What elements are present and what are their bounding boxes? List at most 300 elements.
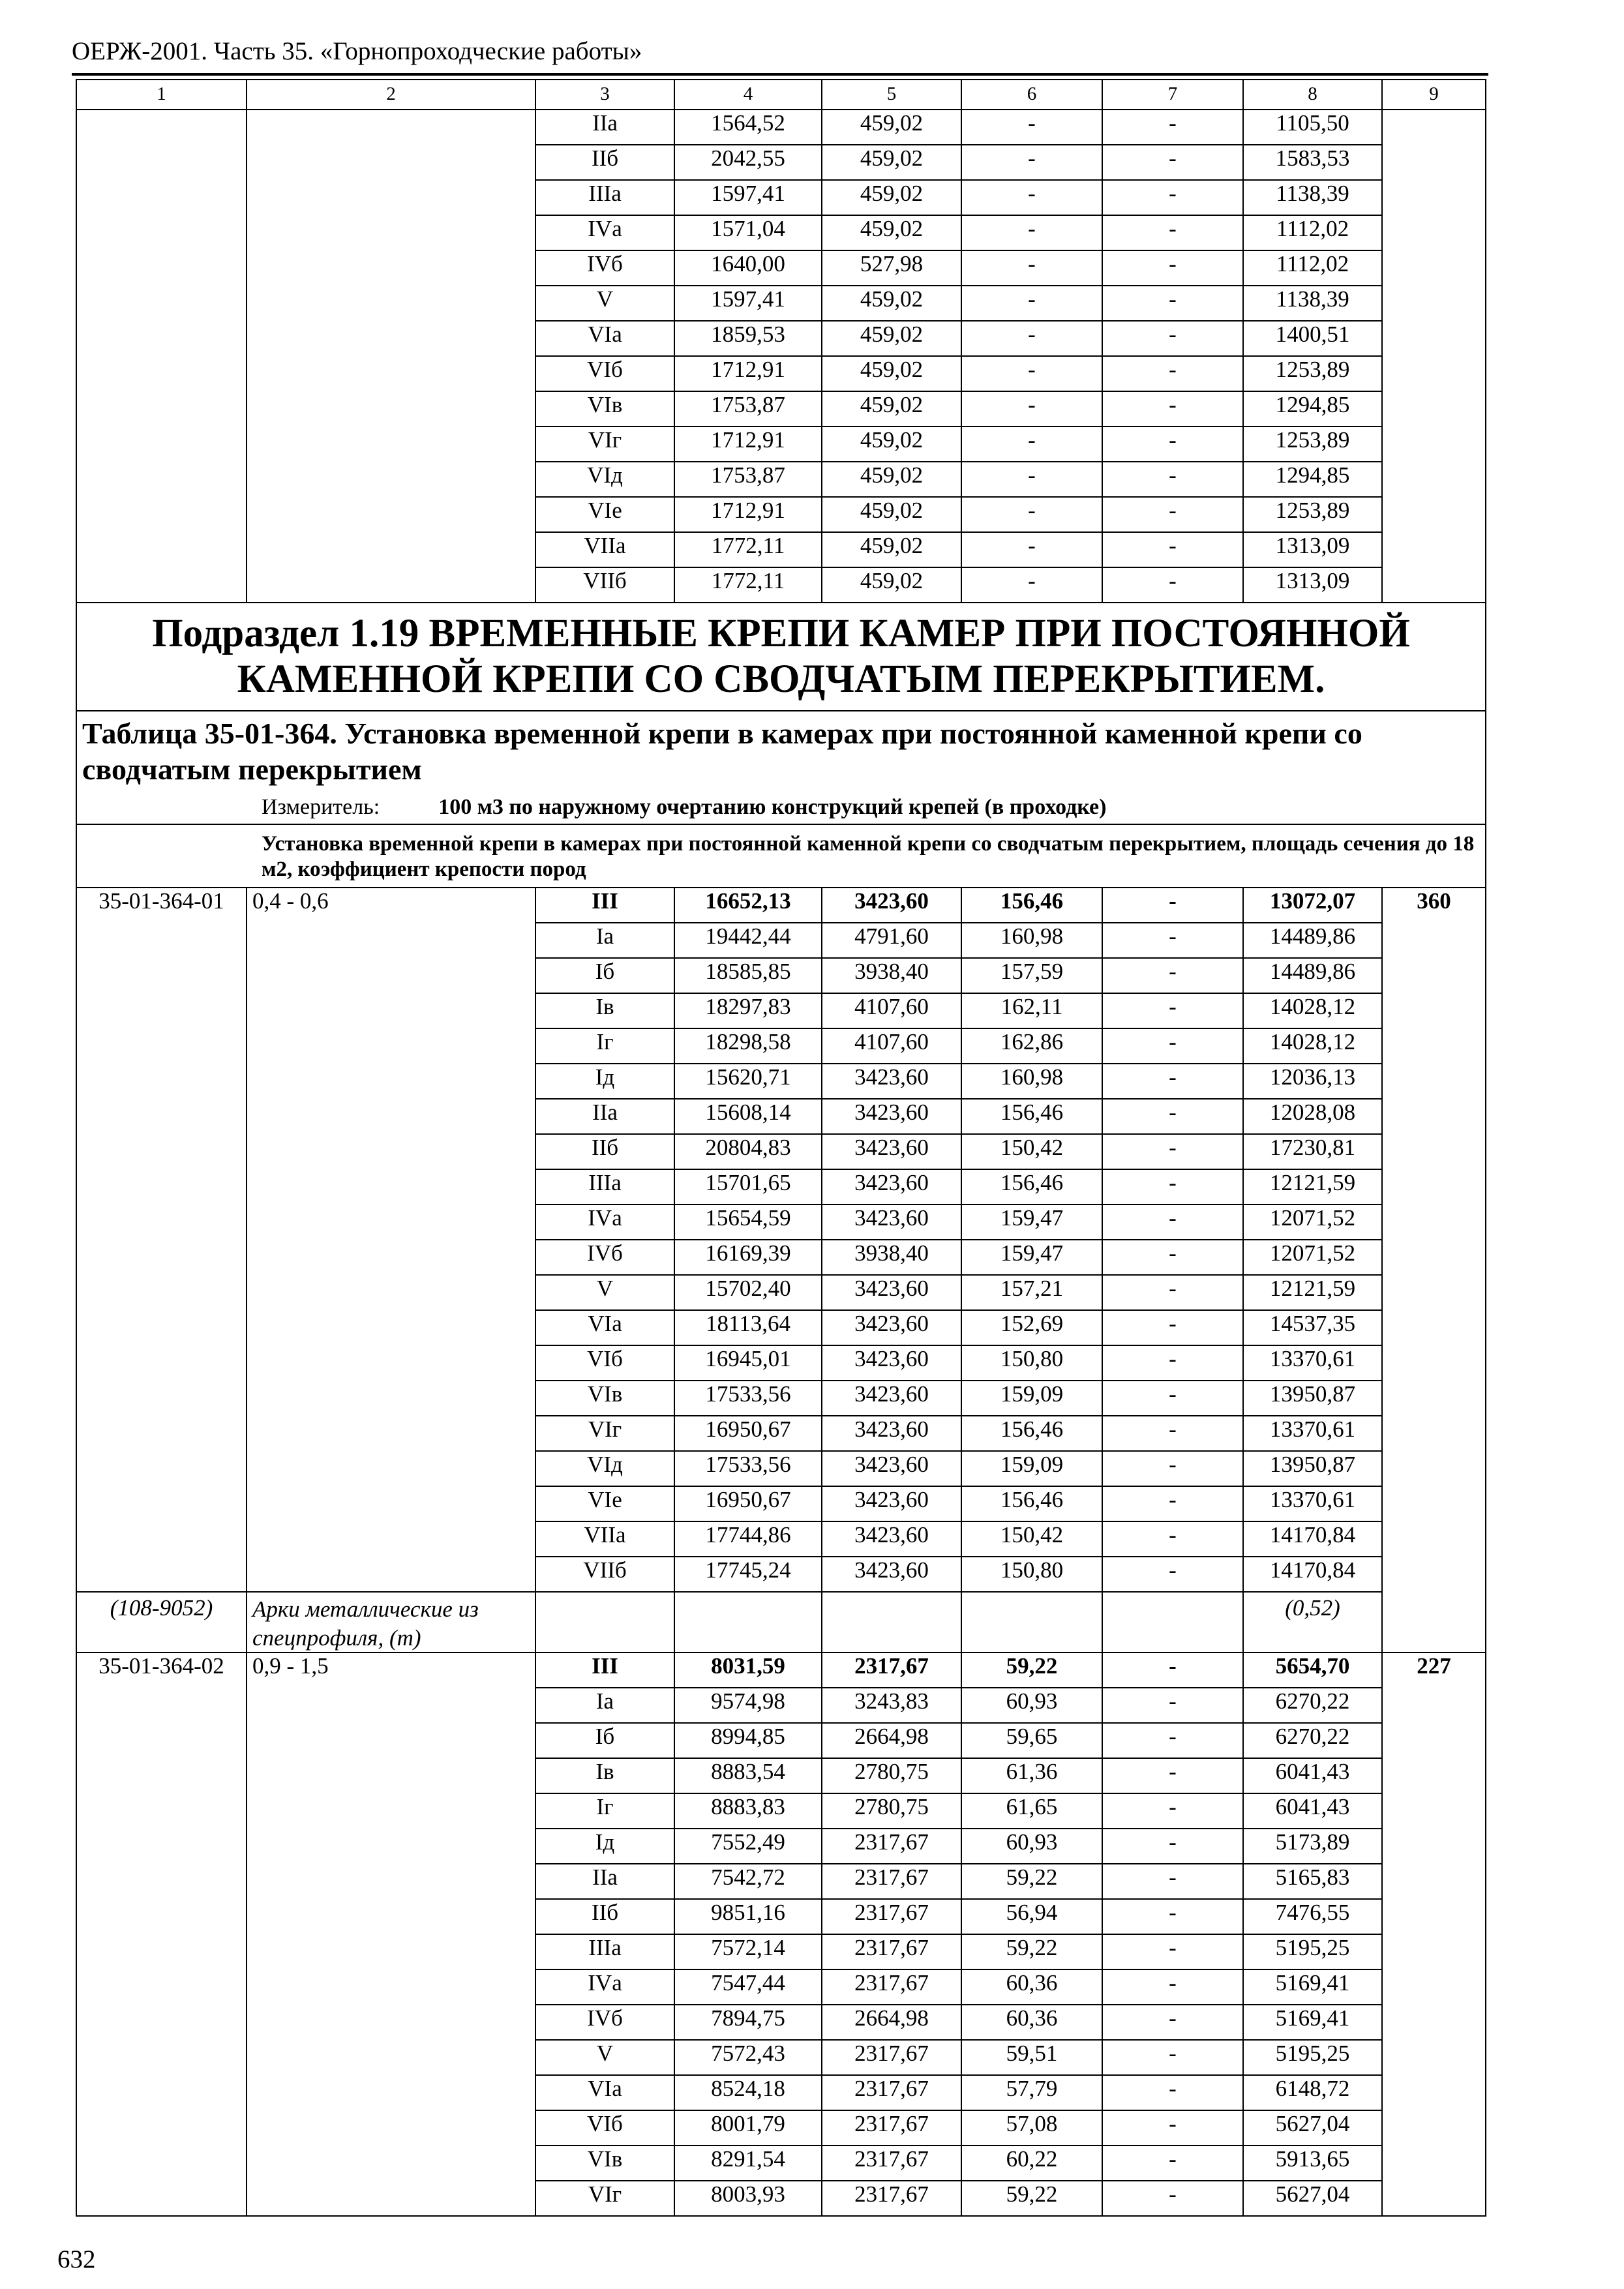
value-cell-col4: 18298,58 <box>674 1028 822 1064</box>
rock-category-cell: Iд <box>535 1064 674 1099</box>
value-cell-col8: 13370,61 <box>1243 1416 1382 1451</box>
value-cell-col4: 15608,14 <box>674 1099 822 1134</box>
value-cell-col8: 5195,25 <box>1243 1934 1382 1969</box>
value-cell-col5: 2317,67 <box>822 1829 961 1864</box>
value-cell-col5: 2317,67 <box>822 1864 961 1899</box>
rock-category-cell: VIг <box>535 426 674 462</box>
value-cell-col5: 2317,67 <box>822 2181 961 2216</box>
value-cell-col5: 459,02 <box>822 497 961 532</box>
value-cell-col8: 12121,59 <box>1243 1169 1382 1204</box>
range-cell-empty <box>247 110 535 603</box>
value-cell-col4: 1564,52 <box>674 110 822 145</box>
value-cell-col8: 6041,43 <box>1243 1758 1382 1793</box>
value-cell-col4: 8994,85 <box>674 1723 822 1758</box>
value-cell-col7: - <box>1102 1521 1243 1557</box>
value-cell-col4: 8291,54 <box>674 2146 822 2181</box>
value-cell-col5: 3423,60 <box>822 1099 961 1134</box>
value-cell-col5: 2317,67 <box>822 2040 961 2075</box>
work-description-cell <box>76 824 1486 888</box>
work-description: Установка временной крепи в камерах при постоянной каменной крепи со сводчатым перекрытием, площадь сечения до 18 м2, коэффициент крепости пород <box>262 831 1475 882</box>
rock-category-cell: VIг <box>535 1416 674 1451</box>
value-cell-col4: 1772,11 <box>674 532 822 567</box>
value-cell-col8: 1583,53 <box>1243 145 1382 180</box>
value-cell-col8: 14489,86 <box>1243 923 1382 958</box>
value-cell-col5: 4791,60 <box>822 923 961 958</box>
value-cell-col6: 156,46 <box>961 1099 1102 1134</box>
value-cell-col7: - <box>1102 426 1243 462</box>
value-cell-col5: 4107,60 <box>822 993 961 1028</box>
value-cell-col4: 7572,14 <box>674 1934 822 1969</box>
value-cell-col7: - <box>1102 888 1243 923</box>
value-cell-col6: 60,36 <box>961 1969 1102 2005</box>
value-cell-col8: 5627,04 <box>1243 2110 1382 2146</box>
value-cell-col6: 61,36 <box>961 1758 1102 1793</box>
section-title-row <box>76 603 1486 711</box>
rock-category-cell: IVб <box>535 2005 674 2040</box>
col9-value: 227 <box>1382 1653 1486 2216</box>
value-cell-col6: 160,98 <box>961 1064 1102 1099</box>
value-cell-col6: 59,51 <box>961 2040 1102 2075</box>
value-cell-col4: 1712,91 <box>674 497 822 532</box>
value-cell-col4: 1571,04 <box>674 215 822 250</box>
value-cell-col7: - <box>1102 1864 1243 1899</box>
value-cell-col8: 1400,51 <box>1243 321 1382 356</box>
rock-category-cell: IIб <box>535 1134 674 1169</box>
value-cell-col7: - <box>1102 1688 1243 1723</box>
value-cell-col8: 12071,52 <box>1243 1240 1382 1275</box>
value-cell-col8: 1138,39 <box>1243 286 1382 321</box>
value-cell-col4: 18297,83 <box>674 993 822 1028</box>
value-cell-col6: - <box>961 180 1102 215</box>
value-cell-col6: 157,21 <box>961 1275 1102 1310</box>
value-cell-col4: 8524,18 <box>674 2075 822 2110</box>
column-number-7: 7 <box>1102 80 1243 110</box>
value-cell-col4: 1859,53 <box>674 321 822 356</box>
value-cell-col8: 14537,35 <box>1243 1310 1382 1345</box>
value-cell-col7: - <box>1102 391 1243 426</box>
value-cell-col7: - <box>1102 2110 1243 2146</box>
value-cell-col5: 2780,75 <box>822 1793 961 1829</box>
value-cell-col4: 8031,59 <box>674 1653 822 1688</box>
rock-category-cell: V <box>535 2040 674 2075</box>
value-cell-col5: 3423,60 <box>822 1521 961 1557</box>
value-cell-col6: 56,94 <box>961 1899 1102 1934</box>
value-cell-col6: 156,46 <box>961 1169 1102 1204</box>
value-cell-col8: 12121,59 <box>1243 1275 1382 1310</box>
value-cell-col5: 3423,60 <box>822 1064 961 1099</box>
column-number-4: 4 <box>674 80 822 110</box>
value-cell-col6: - <box>961 110 1102 145</box>
value-cell-col6: 59,22 <box>961 1934 1102 1969</box>
value-cell-col5: 3423,60 <box>822 1134 961 1169</box>
rock-category-cell: IIIа <box>535 180 674 215</box>
value-cell-col7: - <box>1102 1486 1243 1521</box>
table-row <box>76 110 1486 145</box>
value-cell-col7: - <box>1102 1240 1243 1275</box>
rock-category-cell: IIа <box>535 1864 674 1899</box>
value-cell-col6: 159,47 <box>961 1240 1102 1275</box>
value-cell-col4: 18113,64 <box>674 1310 822 1345</box>
value-cell-col4: 15701,65 <box>674 1169 822 1204</box>
running-header: ОЕРЖ-2001. Часть 35. «Горнопроходческие работы» <box>72 37 642 65</box>
rock-category-cell: IIб <box>535 1899 674 1934</box>
value-cell-col7: - <box>1102 321 1243 356</box>
value-cell-col8: 7476,55 <box>1243 1899 1382 1934</box>
value-cell-col5: 2317,67 <box>822 2110 961 2146</box>
value-cell-col5: 459,02 <box>822 215 961 250</box>
value-cell-col6: 156,46 <box>961 888 1102 923</box>
value-cell-col7: - <box>1102 1028 1243 1064</box>
page-number: 632 <box>57 2245 96 2273</box>
value-cell-col8: 5195,25 <box>1243 2040 1382 2075</box>
material-empty-cell <box>822 1592 961 1653</box>
value-cell-col4: 1753,87 <box>674 391 822 426</box>
value-cell-col6: 150,80 <box>961 1345 1102 1381</box>
value-cell-col5: 3423,60 <box>822 1486 961 1521</box>
col9-cell-empty <box>1382 110 1486 603</box>
value-cell-col8: 1105,50 <box>1243 110 1382 145</box>
value-cell-col4: 16169,39 <box>674 1240 822 1275</box>
value-cell-col5: 459,02 <box>822 110 961 145</box>
value-cell-col8: 12071,52 <box>1243 1204 1382 1240</box>
value-cell-col8: 5173,89 <box>1243 1829 1382 1864</box>
value-cell-col6: 59,65 <box>961 1723 1102 1758</box>
value-cell-col6: 60,93 <box>961 1829 1102 1864</box>
value-cell-col4: 1640,00 <box>674 250 822 286</box>
value-cell-col5: 459,02 <box>822 145 961 180</box>
table-title-cell <box>76 711 1486 824</box>
rock-category-cell: III <box>535 888 674 923</box>
value-cell-col4: 17745,24 <box>674 1557 822 1592</box>
value-cell-col8: 5169,41 <box>1243 2005 1382 2040</box>
value-cell-col4: 20804,83 <box>674 1134 822 1169</box>
value-cell-col5: 3423,60 <box>822 1310 961 1345</box>
hardness-range: 0,4 - 0,6 <box>247 888 535 1592</box>
value-cell-col4: 1753,87 <box>674 462 822 497</box>
rock-category-cell: VIв <box>535 1381 674 1416</box>
value-cell-col7: - <box>1102 1969 1243 2005</box>
rock-category-cell: VIа <box>535 2075 674 2110</box>
value-cell-col6: - <box>961 356 1102 391</box>
value-cell-col7: - <box>1102 1793 1243 1829</box>
value-cell-col8: 5169,41 <box>1243 1969 1382 2005</box>
value-cell-col4: 1712,91 <box>674 426 822 462</box>
rock-category-cell: VIIб <box>535 567 674 603</box>
material-empty-cell <box>1102 1592 1243 1653</box>
column-number-8: 8 <box>1243 80 1382 110</box>
value-cell-col5: 459,02 <box>822 567 961 603</box>
rock-category-cell: VIIа <box>535 1521 674 1557</box>
rock-category-cell: Iа <box>535 923 674 958</box>
value-cell-col5: 3423,60 <box>822 1204 961 1240</box>
value-cell-col6: 150,42 <box>961 1521 1102 1557</box>
value-cell-col4: 7542,72 <box>674 1864 822 1899</box>
rock-category-cell: Iв <box>535 1758 674 1793</box>
unit-value: 100 м3 по наружному очертанию конструкций крепей (в проходке) <box>438 794 1107 819</box>
value-cell-col5: 2664,98 <box>822 2005 961 2040</box>
rock-category-cell: VIIа <box>535 532 674 567</box>
value-cell-col5: 2317,67 <box>822 2146 961 2181</box>
value-cell-col4: 7552,49 <box>674 1829 822 1864</box>
value-cell-col6: - <box>961 391 1102 426</box>
column-number-2: 2 <box>247 80 535 110</box>
value-cell-col4: 2042,55 <box>674 145 822 180</box>
value-cell-col6: 59,22 <box>961 2181 1102 2216</box>
value-cell-col6: 150,80 <box>961 1557 1102 1592</box>
column-number-3: 3 <box>535 80 674 110</box>
value-cell-col7: - <box>1102 993 1243 1028</box>
material-name: Арки металлические из спецпрофиля, (т) <box>247 1592 535 1653</box>
rock-category-cell: VIIб <box>535 1557 674 1592</box>
value-cell-col5: 527,98 <box>822 250 961 286</box>
rock-category-cell: VIе <box>535 1486 674 1521</box>
value-cell-col8: 5654,70 <box>1243 1653 1382 1688</box>
value-cell-col4: 18585,85 <box>674 958 822 993</box>
value-cell-col6: 162,86 <box>961 1028 1102 1064</box>
value-cell-col5: 459,02 <box>822 532 961 567</box>
value-cell-col6: - <box>961 462 1102 497</box>
column-number-row <box>76 80 1486 110</box>
value-cell-col5: 3423,60 <box>822 888 961 923</box>
value-cell-col8: 12028,08 <box>1243 1099 1382 1134</box>
column-number-1: 1 <box>76 80 247 110</box>
value-cell-col6: - <box>961 321 1102 356</box>
value-cell-col5: 2317,67 <box>822 1653 961 1688</box>
rock-category-cell: IIIа <box>535 1934 674 1969</box>
value-cell-col6: 157,59 <box>961 958 1102 993</box>
column-number-5: 5 <box>822 80 961 110</box>
value-cell-col7: - <box>1102 567 1243 603</box>
value-cell-col4: 15620,71 <box>674 1064 822 1099</box>
value-cell-col6: - <box>961 286 1102 321</box>
material-empty-cell <box>535 1592 674 1653</box>
value-cell-col7: - <box>1102 1169 1243 1204</box>
value-cell-col4: 15654,59 <box>674 1204 822 1240</box>
value-cell-col8: 14028,12 <box>1243 1028 1382 1064</box>
value-cell-col6: - <box>961 567 1102 603</box>
value-cell-col6: 159,47 <box>961 1204 1102 1240</box>
value-cell-col7: - <box>1102 215 1243 250</box>
rock-category-cell: VIд <box>535 1451 674 1486</box>
value-cell-col4: 8001,79 <box>674 2110 822 2146</box>
value-cell-col8: 13370,61 <box>1243 1486 1382 1521</box>
value-cell-col6: - <box>961 532 1102 567</box>
value-cell-col5: 3423,60 <box>822 1451 961 1486</box>
value-cell-col5: 2780,75 <box>822 1758 961 1793</box>
rock-category-cell: IIа <box>535 110 674 145</box>
rock-category-cell: VIа <box>535 1310 674 1345</box>
rock-category-cell: V <box>535 1275 674 1310</box>
value-cell-col6: 59,22 <box>961 1864 1102 1899</box>
rock-category-cell: IVб <box>535 1240 674 1275</box>
rock-category-cell: IIа <box>535 1099 674 1134</box>
table-title: Таблица 35-01-364. Установка временной крепи в камерах при постоянной каменной крепи со сводчатым перекрытием <box>82 717 1362 786</box>
unit-line <box>82 794 1480 820</box>
value-cell-col8: 5627,04 <box>1243 2181 1382 2216</box>
value-cell-col8: 5165,83 <box>1243 1864 1382 1899</box>
value-cell-col6: 152,69 <box>961 1310 1102 1345</box>
rock-category-cell: IIб <box>535 145 674 180</box>
rock-category-cell: IIIа <box>535 1169 674 1204</box>
value-cell-col5: 2317,67 <box>822 1899 961 1934</box>
value-cell-col5: 4107,60 <box>822 1028 961 1064</box>
value-cell-col7: - <box>1102 1557 1243 1592</box>
value-cell-col7: - <box>1102 1653 1243 1688</box>
value-cell-col8: 14028,12 <box>1243 993 1382 1028</box>
rock-category-cell: VIд <box>535 462 674 497</box>
rate-code: 35-01-364-02 <box>76 1653 247 2216</box>
value-cell-col8: 12036,13 <box>1243 1064 1382 1099</box>
value-cell-col7: - <box>1102 1758 1243 1793</box>
value-cell-col5: 2664,98 <box>822 1723 961 1758</box>
work-description-row <box>76 824 1486 888</box>
value-cell-col6: 160,98 <box>961 923 1102 958</box>
value-cell-col8: 1138,39 <box>1243 180 1382 215</box>
unit-label: Измеритель: <box>262 794 380 819</box>
table-title-row <box>76 711 1486 824</box>
value-cell-col7: - <box>1102 110 1243 145</box>
value-cell-col6: - <box>961 497 1102 532</box>
material-code: (108-9052) <box>76 1592 247 1653</box>
value-cell-col5: 459,02 <box>822 321 961 356</box>
value-cell-col8: 5913,65 <box>1243 2146 1382 2181</box>
table-row <box>76 1653 1486 1688</box>
value-cell-col5: 459,02 <box>822 391 961 426</box>
value-cell-col4: 1597,41 <box>674 286 822 321</box>
value-cell-col8: 13950,87 <box>1243 1381 1382 1416</box>
value-cell-col4: 1772,11 <box>674 567 822 603</box>
value-cell-col6: 159,09 <box>961 1451 1102 1486</box>
value-cell-col6: 150,42 <box>961 1134 1102 1169</box>
value-cell-col7: - <box>1102 497 1243 532</box>
value-cell-col7: - <box>1102 1345 1243 1381</box>
value-cell-col6: - <box>961 215 1102 250</box>
value-cell-col7: - <box>1102 286 1243 321</box>
rock-category-cell: Iб <box>535 1723 674 1758</box>
rock-category-cell: VIв <box>535 391 674 426</box>
value-cell-col6: 156,46 <box>961 1416 1102 1451</box>
column-number-6: 6 <box>961 80 1102 110</box>
value-cell-col7: - <box>1102 923 1243 958</box>
value-cell-col8: 6041,43 <box>1243 1793 1382 1829</box>
value-cell-col6: 57,79 <box>961 2075 1102 2110</box>
value-cell-col8: 13072,07 <box>1243 888 1382 923</box>
value-cell-col8: 1112,02 <box>1243 215 1382 250</box>
value-cell-col4: 16945,01 <box>674 1345 822 1381</box>
rock-category-cell: IVа <box>535 215 674 250</box>
value-cell-col7: - <box>1102 1310 1243 1345</box>
rock-category-cell: IVа <box>535 1969 674 2005</box>
rates-table <box>76 79 1486 2217</box>
value-cell-col4: 7547,44 <box>674 1969 822 2005</box>
rock-category-cell: V <box>535 286 674 321</box>
value-cell-col7: - <box>1102 1134 1243 1169</box>
value-cell-col4: 1712,91 <box>674 356 822 391</box>
value-cell-col5: 3423,60 <box>822 1381 961 1416</box>
rock-category-cell: VIг <box>535 2181 674 2216</box>
value-cell-col8: 14170,84 <box>1243 1521 1382 1557</box>
value-cell-col8: 6148,72 <box>1243 2075 1382 2110</box>
value-cell-col7: - <box>1102 1381 1243 1416</box>
value-cell-col8: 1253,89 <box>1243 426 1382 462</box>
value-cell-col8: 1253,89 <box>1243 356 1382 391</box>
value-cell-col7: - <box>1102 2005 1243 2040</box>
value-cell-col5: 459,02 <box>822 356 961 391</box>
value-cell-col7: - <box>1102 1204 1243 1240</box>
value-cell-col5: 2317,67 <box>822 1969 961 2005</box>
code-cell-empty <box>76 110 247 603</box>
value-cell-col8: 1253,89 <box>1243 497 1382 532</box>
value-cell-col7: - <box>1102 1934 1243 1969</box>
value-cell-col6: - <box>961 426 1102 462</box>
value-cell-col8: 13950,87 <box>1243 1451 1382 1486</box>
value-cell-col7: - <box>1102 462 1243 497</box>
hardness-range: 0,9 - 1,5 <box>247 1653 535 2216</box>
rock-category-cell: VIб <box>535 356 674 391</box>
value-cell-col5: 3423,60 <box>822 1275 961 1310</box>
rate-code: 35-01-364-01 <box>76 888 247 1592</box>
value-cell-col8: 14489,86 <box>1243 958 1382 993</box>
value-cell-col4: 8883,83 <box>674 1793 822 1829</box>
value-cell-col6: 156,46 <box>961 1486 1102 1521</box>
header-rule <box>72 73 1488 76</box>
value-cell-col7: - <box>1102 180 1243 215</box>
value-cell-col7: - <box>1102 2075 1243 2110</box>
rock-category-cell: VIе <box>535 497 674 532</box>
value-cell-col5: 459,02 <box>822 286 961 321</box>
material-row <box>76 1592 1486 1653</box>
value-cell-col6: 60,36 <box>961 2005 1102 2040</box>
column-number-9: 9 <box>1382 80 1486 110</box>
value-cell-col8: 1313,09 <box>1243 532 1382 567</box>
value-cell-col6: - <box>961 145 1102 180</box>
rock-category-cell: Iг <box>535 1028 674 1064</box>
value-cell-col7: - <box>1102 2040 1243 2075</box>
value-cell-col6: 57,08 <box>961 2110 1102 2146</box>
value-cell-col5: 459,02 <box>822 180 961 215</box>
value-cell-col7: - <box>1102 1451 1243 1486</box>
value-cell-col5: 3243,83 <box>822 1688 961 1723</box>
value-cell-col8: 6270,22 <box>1243 1688 1382 1723</box>
value-cell-col4: 9851,16 <box>674 1899 822 1934</box>
rock-category-cell: Iв <box>535 993 674 1028</box>
material-empty-cell <box>961 1592 1102 1653</box>
value-cell-col6: 59,22 <box>961 1653 1102 1688</box>
table-body <box>76 80 1486 2216</box>
value-cell-col4: 8883,54 <box>674 1758 822 1793</box>
value-cell-col5: 3938,40 <box>822 958 961 993</box>
rock-category-cell: III <box>535 1653 674 1688</box>
value-cell-col4: 17533,56 <box>674 1451 822 1486</box>
value-cell-col8: 17230,81 <box>1243 1134 1382 1169</box>
value-cell-col5: 3423,60 <box>822 1345 961 1381</box>
value-cell-col5: 3938,40 <box>822 1240 961 1275</box>
value-cell-col7: - <box>1102 1899 1243 1934</box>
value-cell-col7: - <box>1102 2146 1243 2181</box>
rock-category-cell: Iб <box>535 958 674 993</box>
rock-category-cell: Iа <box>535 1688 674 1723</box>
value-cell-col6: 159,09 <box>961 1381 1102 1416</box>
value-cell-col4: 9574,98 <box>674 1688 822 1723</box>
col9-value: 360 <box>1382 888 1486 1653</box>
value-cell-col7: - <box>1102 145 1243 180</box>
value-cell-col5: 3423,60 <box>822 1557 961 1592</box>
value-cell-col6: 60,22 <box>961 2146 1102 2181</box>
value-cell-col5: 459,02 <box>822 462 961 497</box>
table-row <box>76 888 1486 923</box>
value-cell-col7: - <box>1102 958 1243 993</box>
value-cell-col4: 17744,86 <box>674 1521 822 1557</box>
